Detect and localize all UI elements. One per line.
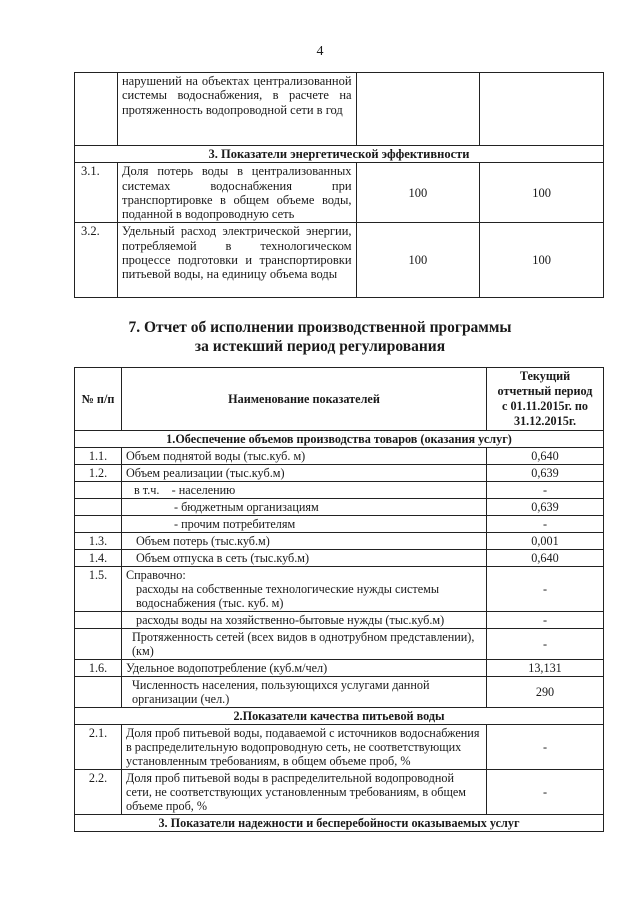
indicator-name-cell: - бюджетным организациям bbox=[122, 499, 487, 516]
row-number-cell: 1.4. bbox=[75, 550, 122, 567]
row-number-cell: 1.3. bbox=[75, 533, 122, 550]
row-number-cell: 1.6. bbox=[75, 660, 122, 677]
table-row bbox=[75, 533, 604, 550]
value-cell: 100 bbox=[480, 163, 604, 223]
indicator-name-cell bbox=[122, 567, 487, 612]
header-value bbox=[487, 368, 604, 431]
table-row bbox=[75, 482, 604, 499]
row-number-cell bbox=[75, 629, 122, 660]
page-number: 4 bbox=[316, 44, 324, 59]
value-cell: 290 bbox=[487, 677, 604, 708]
value-cell: - bbox=[487, 629, 604, 660]
table-row bbox=[75, 770, 604, 815]
value-cell: 0,001 bbox=[487, 533, 604, 550]
indicator-name-cell: расходы воды на хозяйственно-бытовые нужды (тыс.куб.м) bbox=[122, 612, 487, 629]
row-number-cell: 1.1. bbox=[75, 448, 122, 465]
indicator-name-cell: Доля проб питьевой воды, подаваемой с источников водоснабжения в распределительную водопроводную сеть, не соответствующих установленным требованиям, в общем объеме проб, % bbox=[122, 725, 487, 770]
table-row bbox=[75, 465, 604, 482]
table-row bbox=[75, 629, 604, 660]
row-number-cell: 3.2. bbox=[75, 223, 118, 298]
section-header-row bbox=[75, 146, 604, 163]
header-value-line: с 01.11.2015г. по bbox=[502, 399, 588, 413]
section-title: 3. Показатели надежности и бесперебойности оказываемых услуг bbox=[75, 815, 604, 832]
indicator-name-cell: Доля потерь воды в централизованных системах водоснабжения при транспортировке в общем объеме воды, поданной в водопроводную сеть bbox=[117, 163, 356, 223]
value-cell: 100 bbox=[356, 223, 480, 298]
value-cell: 100 bbox=[480, 223, 604, 298]
indicator-name-cell: Доля проб питьевой воды в распределительной водопроводной сети, не соответствующих установленным требованиям, в общем объеме проб, % bbox=[122, 770, 487, 815]
indicator-name-cell: Удельное водопотребление (куб.м/чел) bbox=[122, 660, 487, 677]
table-row bbox=[75, 499, 604, 516]
program-report-table bbox=[74, 367, 604, 832]
table-row bbox=[75, 725, 604, 770]
value-cell: 0,639 bbox=[487, 465, 604, 482]
table-row bbox=[75, 73, 604, 146]
table-row bbox=[75, 448, 604, 465]
reference-label: Справочно: bbox=[126, 568, 186, 582]
value-cell: 0,640 bbox=[487, 448, 604, 465]
value-cell: - bbox=[487, 770, 604, 815]
row-number-cell: 3.1. bbox=[75, 163, 118, 223]
section-title-line1: 7. Отчет об исполнении производственной программы bbox=[128, 319, 512, 336]
row-number-cell: 1.5. bbox=[75, 567, 122, 612]
indicator-name-cell: Объем реализации (тыс.куб.м) bbox=[122, 465, 487, 482]
indicator-name-cell: - прочим потребителям bbox=[122, 516, 487, 533]
value-cell: 0,640 bbox=[487, 550, 604, 567]
section-header-row bbox=[75, 815, 604, 832]
row-number-cell bbox=[75, 482, 122, 499]
value-cell: 100 bbox=[356, 163, 480, 223]
row-number-cell bbox=[75, 516, 122, 533]
row-number-cell bbox=[75, 612, 122, 629]
header-value-line: 31.12.2015г. bbox=[513, 414, 577, 428]
section-title: 2.Показатели качества питьевой воды bbox=[75, 708, 604, 725]
header-row bbox=[75, 368, 604, 431]
table-row bbox=[75, 677, 604, 708]
section-header-row bbox=[75, 708, 604, 725]
indicator-name-cell: в т.ч. - населению bbox=[122, 482, 487, 499]
row-number-cell bbox=[75, 73, 118, 146]
value-cell: - bbox=[487, 482, 604, 499]
value-cell: 13,131 bbox=[487, 660, 604, 677]
row-number-cell bbox=[75, 499, 122, 516]
header-name: Наименование показателей bbox=[122, 368, 487, 431]
indicator-name-cell: Протяженность сетей (всех видов в однотрубном представлении), (км) bbox=[122, 629, 487, 660]
value-cell bbox=[356, 73, 480, 146]
header-num: № п/п bbox=[75, 368, 122, 431]
value-cell: - bbox=[487, 725, 604, 770]
value-cell: - bbox=[487, 567, 604, 612]
indicator-name-cell: Объем отпуска в сеть (тыс.куб.м) bbox=[122, 550, 487, 567]
table-row bbox=[75, 223, 604, 298]
table-row bbox=[75, 550, 604, 567]
table-row bbox=[75, 612, 604, 629]
section-header-row bbox=[75, 431, 604, 448]
table-row bbox=[75, 163, 604, 223]
reference-text: расходы на собственные технологические нужды системы водоснабжения (тыс. куб. м) bbox=[136, 582, 440, 610]
value-cell: - bbox=[487, 612, 604, 629]
table-row bbox=[75, 516, 604, 533]
section-title: 1.Обеспечение объемов производства товаров (оказания услуг) bbox=[75, 431, 604, 448]
row-number-cell: 1.2. bbox=[75, 465, 122, 482]
energy-efficiency-table bbox=[74, 72, 604, 298]
value-cell bbox=[480, 73, 604, 146]
row-number-cell: 2.2. bbox=[75, 770, 122, 815]
indicator-name-cell: Объем поднятой воды (тыс.куб. м) bbox=[122, 448, 487, 465]
value-cell: - bbox=[487, 516, 604, 533]
indicator-name-cell: Удельный расход электрической энергии, потребляемой в технологическом процессе подготовки и транспортировки питьевой воды, на единицу объема воды bbox=[117, 223, 356, 298]
value-cell: 0,639 bbox=[487, 499, 604, 516]
indicator-name-cell: Объем потерь (тыс.куб.м) bbox=[122, 533, 487, 550]
indicator-name-cell: Численность населения, пользующихся услугами данной организации (чел.) bbox=[122, 677, 487, 708]
section-title-line2: за истекший период регулирования bbox=[194, 338, 446, 355]
table-row bbox=[75, 660, 604, 677]
section-title: 3. Показатели энергетической эффективности bbox=[75, 146, 604, 163]
header-value-line: Текущий bbox=[519, 369, 571, 383]
row-number-cell bbox=[75, 677, 122, 708]
header-value-line: отчетный период bbox=[497, 384, 593, 398]
indicator-name-cell: нарушений на объектах централизованной системы водоснабжения, в расчете на протяженность водопроводной сети в год bbox=[117, 73, 356, 146]
table-row bbox=[75, 567, 604, 612]
row-number-cell: 2.1. bbox=[75, 725, 122, 770]
